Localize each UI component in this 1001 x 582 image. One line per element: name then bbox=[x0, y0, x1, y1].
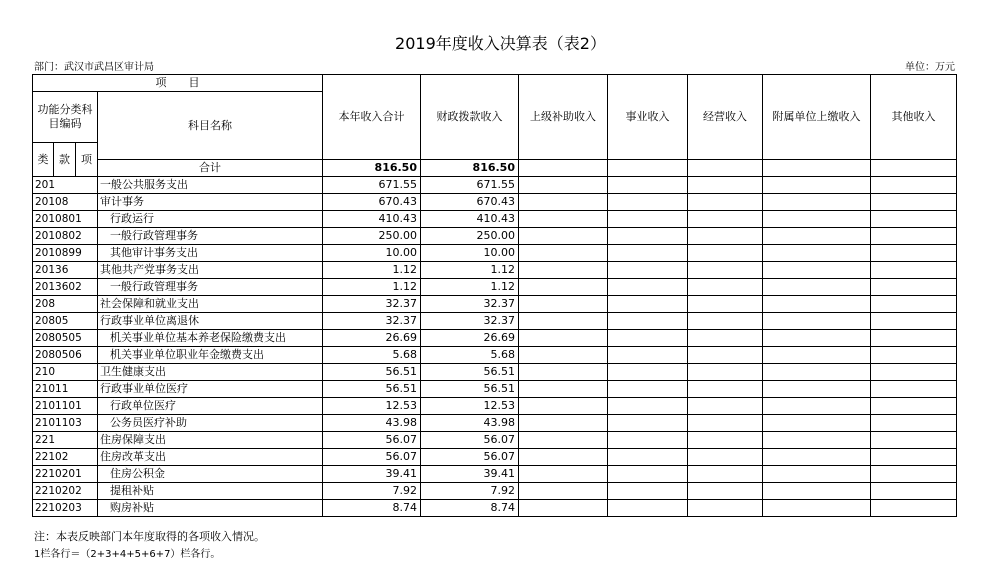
row-value-6 bbox=[763, 364, 871, 381]
table-row bbox=[33, 279, 957, 296]
row-value-1: 43.98 bbox=[323, 415, 421, 432]
header-col-5: 经营收入 bbox=[688, 75, 763, 160]
total-value-2: 816.50 bbox=[421, 160, 519, 177]
table-row bbox=[33, 347, 957, 364]
row-value-7 bbox=[871, 262, 957, 279]
row-value-6 bbox=[763, 211, 871, 228]
row-value-2: 26.69 bbox=[421, 330, 519, 347]
row-value-3 bbox=[519, 228, 608, 245]
row-value-1: 26.69 bbox=[323, 330, 421, 347]
row-value-6 bbox=[763, 228, 871, 245]
table-row bbox=[33, 228, 957, 245]
row-value-2: 56.07 bbox=[421, 432, 519, 449]
row-value-3 bbox=[519, 398, 608, 415]
row-value-5 bbox=[688, 432, 763, 449]
row-value-4 bbox=[608, 483, 688, 500]
row-value-5 bbox=[688, 449, 763, 466]
table-row bbox=[33, 364, 957, 381]
row-subject-name: 社会保障和就业支出 bbox=[98, 296, 323, 313]
row-value-6 bbox=[763, 313, 871, 330]
total-label: 合计 bbox=[98, 160, 323, 177]
row-code: 2080506 bbox=[33, 347, 98, 364]
row-value-6 bbox=[763, 347, 871, 364]
table-row bbox=[33, 177, 957, 194]
row-code: 2010801 bbox=[33, 211, 98, 228]
row-value-7 bbox=[871, 245, 957, 262]
unit-label: 单位：万元 bbox=[905, 62, 955, 73]
row-code: 201 bbox=[33, 177, 98, 194]
row-code: 2013602 bbox=[33, 279, 98, 296]
department-label: 部门：武汉市武昌区审计局 bbox=[34, 62, 154, 73]
row-subject-name: 卫生健康支出 bbox=[98, 364, 323, 381]
row-value-3 bbox=[519, 296, 608, 313]
row-subject-name: 行政事业单位离退休 bbox=[98, 313, 323, 330]
row-value-1: 10.00 bbox=[323, 245, 421, 262]
row-value-5 bbox=[688, 245, 763, 262]
row-value-5 bbox=[688, 177, 763, 194]
row-value-4 bbox=[608, 466, 688, 483]
row-value-6 bbox=[763, 483, 871, 500]
row-code: 22102 bbox=[33, 449, 98, 466]
row-value-6 bbox=[763, 194, 871, 211]
row-value-2: 7.92 bbox=[421, 483, 519, 500]
row-value-1: 32.37 bbox=[323, 313, 421, 330]
row-value-2: 250.00 bbox=[421, 228, 519, 245]
row-value-1: 5.68 bbox=[323, 347, 421, 364]
header-xiangmu: 项 目 bbox=[33, 75, 323, 92]
row-value-5 bbox=[688, 466, 763, 483]
row-value-3 bbox=[519, 313, 608, 330]
row-subject-name: 公务员医疗补助 bbox=[98, 415, 323, 432]
row-value-1: 1.12 bbox=[323, 279, 421, 296]
row-value-5 bbox=[688, 381, 763, 398]
row-code: 2010899 bbox=[33, 245, 98, 262]
row-value-4 bbox=[608, 211, 688, 228]
row-value-7 bbox=[871, 449, 957, 466]
row-value-2: 32.37 bbox=[421, 296, 519, 313]
row-value-3 bbox=[519, 347, 608, 364]
row-value-3 bbox=[519, 262, 608, 279]
row-value-6 bbox=[763, 381, 871, 398]
row-value-1: 32.37 bbox=[323, 296, 421, 313]
total-value-4 bbox=[608, 160, 688, 177]
row-value-1: 250.00 bbox=[323, 228, 421, 245]
table-row bbox=[33, 211, 957, 228]
row-value-7 bbox=[871, 296, 957, 313]
footnote-1: 注：本表反映部门本年度取得的各项收入情况。 bbox=[34, 530, 265, 543]
row-value-6 bbox=[763, 177, 871, 194]
row-value-5 bbox=[688, 228, 763, 245]
row-subject-name: 机关事业单位基本养老保险缴费支出 bbox=[98, 330, 323, 347]
row-value-6 bbox=[763, 500, 871, 517]
row-value-7 bbox=[871, 500, 957, 517]
row-value-7 bbox=[871, 432, 957, 449]
row-value-6 bbox=[763, 398, 871, 415]
table-row bbox=[33, 398, 957, 415]
row-value-7 bbox=[871, 483, 957, 500]
row-value-2: 12.53 bbox=[421, 398, 519, 415]
row-value-4 bbox=[608, 449, 688, 466]
row-value-2: 670.43 bbox=[421, 194, 519, 211]
row-value-7 bbox=[871, 364, 957, 381]
header-xiang: 项 bbox=[76, 143, 98, 177]
row-value-5 bbox=[688, 194, 763, 211]
table-row bbox=[33, 483, 957, 500]
row-value-4 bbox=[608, 364, 688, 381]
row-value-3 bbox=[519, 449, 608, 466]
footnote-2: 1栏各行＝（2+3+4+5+6+7）栏各行。 bbox=[34, 549, 221, 560]
header-kuan: 款 bbox=[54, 143, 76, 177]
header-subject-name: 科目名称 bbox=[98, 92, 323, 160]
row-code: 2101101 bbox=[33, 398, 98, 415]
row-value-5 bbox=[688, 211, 763, 228]
header-func-code: 功能分类科目编码 bbox=[33, 92, 98, 143]
row-value-7 bbox=[871, 228, 957, 245]
row-value-5 bbox=[688, 330, 763, 347]
row-value-3 bbox=[519, 415, 608, 432]
row-code: 20136 bbox=[33, 262, 98, 279]
row-value-1: 56.07 bbox=[323, 449, 421, 466]
row-code: 210 bbox=[33, 364, 98, 381]
total-value-1: 816.50 bbox=[323, 160, 421, 177]
row-value-2: 43.98 bbox=[421, 415, 519, 432]
row-value-1: 7.92 bbox=[323, 483, 421, 500]
header-lei: 类 bbox=[33, 143, 54, 177]
row-code: 20108 bbox=[33, 194, 98, 211]
report-title: 2019年度收入决算表（表2） bbox=[395, 34, 606, 53]
header-col-4: 事业收入 bbox=[608, 75, 688, 160]
row-value-6 bbox=[763, 415, 871, 432]
table-row bbox=[33, 415, 957, 432]
row-subject-name: 住房公积金 bbox=[98, 466, 323, 483]
row-value-4 bbox=[608, 279, 688, 296]
row-value-5 bbox=[688, 364, 763, 381]
row-value-5 bbox=[688, 347, 763, 364]
row-value-4 bbox=[608, 415, 688, 432]
table-row bbox=[33, 449, 957, 466]
row-value-7 bbox=[871, 398, 957, 415]
row-value-2: 39.41 bbox=[421, 466, 519, 483]
row-value-4 bbox=[608, 381, 688, 398]
row-value-2: 1.12 bbox=[421, 262, 519, 279]
row-subject-name: 一般公共服务支出 bbox=[98, 177, 323, 194]
table-row bbox=[33, 262, 957, 279]
row-value-2: 10.00 bbox=[421, 245, 519, 262]
row-value-1: 56.51 bbox=[323, 381, 421, 398]
table-row bbox=[33, 245, 957, 262]
header-col-3: 上级补助收入 bbox=[519, 75, 608, 160]
row-value-3 bbox=[519, 279, 608, 296]
table-row bbox=[33, 194, 957, 211]
row-code: 2101103 bbox=[33, 415, 98, 432]
row-value-3 bbox=[519, 466, 608, 483]
row-code: 221 bbox=[33, 432, 98, 449]
total-value-7 bbox=[871, 160, 957, 177]
row-value-7 bbox=[871, 347, 957, 364]
header-col-2: 财政拨款收入 bbox=[421, 75, 519, 160]
total-value-6 bbox=[763, 160, 871, 177]
table-row bbox=[33, 500, 957, 517]
row-value-6 bbox=[763, 449, 871, 466]
row-value-3 bbox=[519, 194, 608, 211]
row-value-6 bbox=[763, 432, 871, 449]
row-value-3 bbox=[519, 500, 608, 517]
table-row bbox=[33, 432, 957, 449]
row-value-6 bbox=[763, 245, 871, 262]
row-value-7 bbox=[871, 330, 957, 347]
row-value-4 bbox=[608, 262, 688, 279]
row-value-4 bbox=[608, 347, 688, 364]
row-value-5 bbox=[688, 313, 763, 330]
total-value-5 bbox=[688, 160, 763, 177]
row-subject-name: 其他审计事务支出 bbox=[98, 245, 323, 262]
row-value-6 bbox=[763, 262, 871, 279]
row-code: 2210202 bbox=[33, 483, 98, 500]
row-value-2: 56.51 bbox=[421, 381, 519, 398]
table-row bbox=[33, 330, 957, 347]
row-value-5 bbox=[688, 279, 763, 296]
row-value-7 bbox=[871, 466, 957, 483]
row-value-2: 1.12 bbox=[421, 279, 519, 296]
row-value-1: 39.41 bbox=[323, 466, 421, 483]
row-subject-name: 行政事业单位医疗 bbox=[98, 381, 323, 398]
table-row bbox=[33, 296, 957, 313]
row-value-5 bbox=[688, 483, 763, 500]
row-value-5 bbox=[688, 415, 763, 432]
row-value-6 bbox=[763, 330, 871, 347]
row-value-2: 671.55 bbox=[421, 177, 519, 194]
row-value-1: 8.74 bbox=[323, 500, 421, 517]
row-value-4 bbox=[608, 313, 688, 330]
row-code: 2210203 bbox=[33, 500, 98, 517]
row-value-3 bbox=[519, 432, 608, 449]
row-value-1: 56.51 bbox=[323, 364, 421, 381]
row-value-4 bbox=[608, 330, 688, 347]
row-value-6 bbox=[763, 279, 871, 296]
row-value-6 bbox=[763, 466, 871, 483]
row-code: 2210201 bbox=[33, 466, 98, 483]
row-value-1: 410.43 bbox=[323, 211, 421, 228]
row-value-7 bbox=[871, 194, 957, 211]
row-value-2: 5.68 bbox=[421, 347, 519, 364]
row-value-7 bbox=[871, 177, 957, 194]
row-value-1: 12.53 bbox=[323, 398, 421, 415]
row-value-2: 56.51 bbox=[421, 364, 519, 381]
row-value-3 bbox=[519, 330, 608, 347]
row-subject-name: 行政单位医疗 bbox=[98, 398, 323, 415]
header-col-7: 其他收入 bbox=[871, 75, 957, 160]
row-value-2: 56.07 bbox=[421, 449, 519, 466]
table-row bbox=[33, 381, 957, 398]
row-value-7 bbox=[871, 211, 957, 228]
row-subject-name: 提租补贴 bbox=[98, 483, 323, 500]
row-code: 2080505 bbox=[33, 330, 98, 347]
row-code: 20805 bbox=[33, 313, 98, 330]
row-value-6 bbox=[763, 296, 871, 313]
row-code: 208 bbox=[33, 296, 98, 313]
row-value-4 bbox=[608, 398, 688, 415]
row-subject-name: 其他共产党事务支出 bbox=[98, 262, 323, 279]
row-subject-name: 住房保障支出 bbox=[98, 432, 323, 449]
table-row bbox=[33, 313, 957, 330]
row-subject-name: 一般行政管理事务 bbox=[98, 279, 323, 296]
table-row bbox=[33, 466, 957, 483]
row-value-1: 671.55 bbox=[323, 177, 421, 194]
row-value-5 bbox=[688, 398, 763, 415]
row-value-4 bbox=[608, 500, 688, 517]
row-value-3 bbox=[519, 177, 608, 194]
row-subject-name: 机关事业单位职业年金缴费支出 bbox=[98, 347, 323, 364]
row-subject-name: 行政运行 bbox=[98, 211, 323, 228]
row-value-1: 670.43 bbox=[323, 194, 421, 211]
income-final-accounts-table bbox=[32, 74, 957, 517]
row-code: 21011 bbox=[33, 381, 98, 398]
row-value-7 bbox=[871, 381, 957, 398]
row-subject-name: 住房改革支出 bbox=[98, 449, 323, 466]
row-value-5 bbox=[688, 296, 763, 313]
header-col-1: 本年收入合计 bbox=[323, 75, 421, 160]
row-value-3 bbox=[519, 364, 608, 381]
row-value-4 bbox=[608, 228, 688, 245]
row-value-3 bbox=[519, 483, 608, 500]
row-value-3 bbox=[519, 211, 608, 228]
row-subject-name: 购房补贴 bbox=[98, 500, 323, 517]
row-value-4 bbox=[608, 432, 688, 449]
row-value-7 bbox=[871, 313, 957, 330]
row-value-5 bbox=[688, 500, 763, 517]
row-value-4 bbox=[608, 194, 688, 211]
total-value-3 bbox=[519, 160, 608, 177]
row-value-1: 1.12 bbox=[323, 262, 421, 279]
row-value-2: 8.74 bbox=[421, 500, 519, 517]
row-subject-name: 审计事务 bbox=[98, 194, 323, 211]
row-value-4 bbox=[608, 177, 688, 194]
header-col-6: 附属单位上缴收入 bbox=[763, 75, 871, 160]
row-value-4 bbox=[608, 296, 688, 313]
row-value-1: 56.07 bbox=[323, 432, 421, 449]
row-code: 2010802 bbox=[33, 228, 98, 245]
row-value-2: 32.37 bbox=[421, 313, 519, 330]
row-subject-name: 一般行政管理事务 bbox=[98, 228, 323, 245]
row-value-5 bbox=[688, 262, 763, 279]
row-value-4 bbox=[608, 245, 688, 262]
row-value-3 bbox=[519, 381, 608, 398]
row-value-2: 410.43 bbox=[421, 211, 519, 228]
row-value-7 bbox=[871, 415, 957, 432]
row-value-7 bbox=[871, 279, 957, 296]
row-value-3 bbox=[519, 245, 608, 262]
